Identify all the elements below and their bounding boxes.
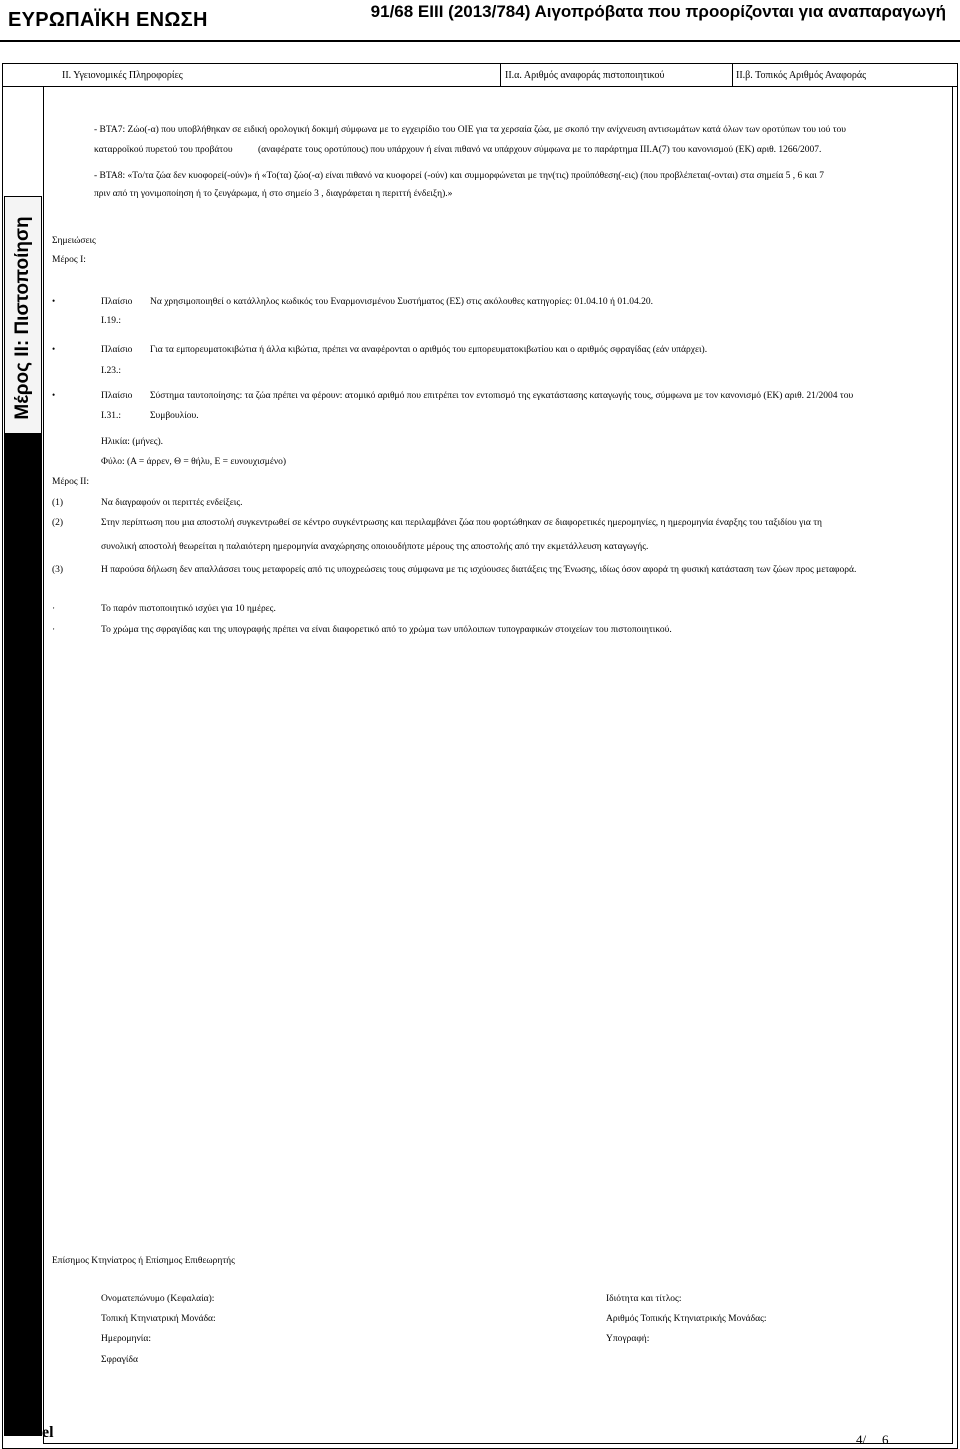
header-divider — [0, 40, 960, 42]
bullet-icon: • — [52, 390, 56, 400]
note-item-label: Πλαίσιο — [101, 391, 133, 401]
numbered-note-text: Να διαγραφούν οι περιττές ενδείξεις. — [101, 498, 243, 508]
note-item-sub: Ι.23.: — [101, 366, 122, 376]
signature-capacity-label: Ιδιότητα και τίτλος: — [606, 1294, 682, 1304]
column-separator — [732, 63, 733, 86]
bta7-line1: - ΒΤΑ7: Ζώο(-α) που υποβλήθηκαν σε ειδική ορολογική δοκιμή σύμφωνα με το εγχειρίδιο του ΟΙΕ για τα χερσαία ζώα, με σκοπό την ανίχνευση αντισωμάτων κατά όλων των οροτύπων του ιού του — [94, 125, 846, 135]
numbered-note-num: (1) — [52, 498, 64, 508]
note-item-label: Πλαίσιο — [101, 297, 133, 307]
column-header-local-ref: ΙΙ.β. Τοπικός Αριθμός Αναφοράς — [736, 70, 867, 81]
note-item-text-cont: Συμβουλίου. — [150, 411, 199, 421]
signature-title: Επίσημος Κτηνίατρος ή Επίσημος Επιθεωρητής — [52, 1256, 235, 1266]
footer-language-code: el — [42, 1424, 54, 1441]
numbered-note-text-cont: συνολική αποστολή θεωρείται η παλαιότερη ημερομηνία αναχώρησης οποιουδήποτε μέρους της αποστολής από την εκμετάλλευση καταγωγής. — [101, 542, 649, 552]
bullet-icon: • — [52, 344, 56, 354]
note-item-text: Να χρησιμοποιηθεί ο κατάλληλος κωδικός του Εναρμονισμένου Συστήματος (ΕΣ) στις ακόλουθες κατηγορίες: 01.04.10 ή 01.04.20. — [150, 297, 654, 307]
numbered-note-text: Η παρούσα δήλωση δεν απαλλάσσει τους μεταφορείς από τις υποχρεώσεις τους σύμφωνα με τις ισχύουσες διατάξεις της Ένωσης, ιδίως όσον αφορά τη φυσική κατάσταση των ζώων προς μεταφορά. — [101, 565, 857, 575]
numbered-note-num: (2) — [52, 518, 64, 528]
bta7-line2a: καταρροϊκού πυρετού του προβάτου — [94, 145, 233, 155]
bta8-line1: - ΒΤΑ8: «Το/τα ζώα δεν κυοφορεί(-ούν)» ή «Το(τα) ζώο(-α) είναι πιθανό να κυοφορεί (-ούν) και συμμορφώνεται με την(τις) προϋπόθεση(-εις) (που προβλέπεται(-ονται) στα σημεία 5 , 6 και 7 — [94, 171, 825, 181]
bta7-line2b: (αναφέρατε τους οροτύπους) που υπάρχουν ή είναι πιθανό να υπάρχουν σύμφωνα με το παράρτημα ΙΙΙ.Α(7) του κανονισμού (ΕΚ) αριθ. 1266/2007. — [258, 145, 822, 155]
header-left-title: ΕΥΡΩΠΑΪΚΗ ΕΝΩΣΗ — [8, 9, 208, 31]
dot-note-mark: · — [52, 625, 56, 635]
sidebar-vertical-label: Μέρος ΙΙ: Πιστοποίηση — [12, 216, 33, 420]
signature-unit-number-label: Αριθμός Τοπικής Κτηνιατρικής Μονάδας: — [606, 1314, 767, 1324]
signature-name-label: Ονοματεπώνυμο (Κεφαλαία): — [101, 1294, 215, 1304]
note-item-label: Πλαίσιο — [101, 345, 133, 355]
note-item-text: Σύστημα ταυτοποίησης: τα ζώα πρέπει να φέρουν: ατομικό αριθμό που επιτρέπει τον εντοπισμό της εγκατάστασης καταγωγής τους, σύμφωνα με τον κανονισμό (ΕΚ) αριθ. 21/2004 του — [150, 391, 854, 401]
column-separator — [500, 63, 501, 86]
signature-stamp-label: Σφραγίδα — [101, 1355, 138, 1365]
signature-date-label: Ημερομηνία: — [101, 1334, 151, 1344]
note-age: Ηλικία: (μήνες). — [101, 437, 164, 447]
dot-note-text: Το παρόν πιστοποιητικό ισχύει για 10 ημέρες. — [101, 604, 276, 614]
sidebar-bar — [4, 434, 42, 1436]
bta8-line2: πριν από τη γονιμοποίηση ή το ζευγάρωμα, ή στο σημείο 3 , διαγράφεται η περιττή ένδειξη).» — [94, 189, 453, 199]
note-item-text: Για τα εμπορευματοκιβώτια ή άλλα κιβώτια, πρέπει να αναφέρονται ο αριθμός του εμπορευματοκιβωτίου και ο αριθμός σφραγίδας (εάν υπάρχει). — [150, 345, 708, 355]
numbered-note-text: Στην περίπτωση που μια αποστολή συγκεντρωθεί σε κέντρο συγκέντρωσης και περιλαμβάνει ζώα που φορτώθηκαν σε διαφορετικές ημερομηνίες, η ημερομηνία έναρξης του ταξιδίου για τη — [101, 518, 822, 528]
form-inner-frame — [43, 86, 953, 1444]
page-number: 4/ — [856, 1432, 867, 1447]
notes-part1: Μέρος Ι: — [52, 255, 86, 265]
note-sex: Φύλο: (Α = άρρεν, Θ = θήλυ, Ε = ευνουχισμένο) — [101, 457, 287, 467]
note-item-sub: Ι.19.: — [101, 316, 122, 326]
numbered-note-num: (3) — [52, 565, 64, 575]
bullet-icon: • — [52, 296, 56, 306]
notes-part2: Μέρος ΙΙ: — [52, 477, 90, 487]
notes-title: Σημειώσεις — [52, 236, 96, 246]
note-item-sub: Ι.31.: — [101, 411, 122, 421]
dot-note-text: Το χρώμα της σφραγίδας και της υπογραφής πρέπει να είναι διαφορετικό από το χρώμα των υπόλοιπων τυπογραφικών στοιχείων του πιστοποιητικού. — [101, 625, 672, 635]
signature-sign-label: Υπογραφή: — [606, 1334, 650, 1344]
signature-unit-label: Τοπική Κτηνιατρική Μονάδα: — [101, 1314, 216, 1324]
column-header-health-info: ΙΙ. Υγειονομικές Πληροφορίες — [62, 70, 183, 81]
header-right-title: 91/68 ΕΙΙΙ (2013/784) Αιγοπρόβατα που προορίζονται για αναπαραγωγή — [370, 2, 946, 21]
dot-note-mark: · — [52, 604, 56, 614]
column-header-certificate-ref: ΙΙ.α. Αριθμός αναφοράς πιστοποιητικού — [505, 70, 665, 81]
page-total: 6 — [882, 1432, 889, 1447]
